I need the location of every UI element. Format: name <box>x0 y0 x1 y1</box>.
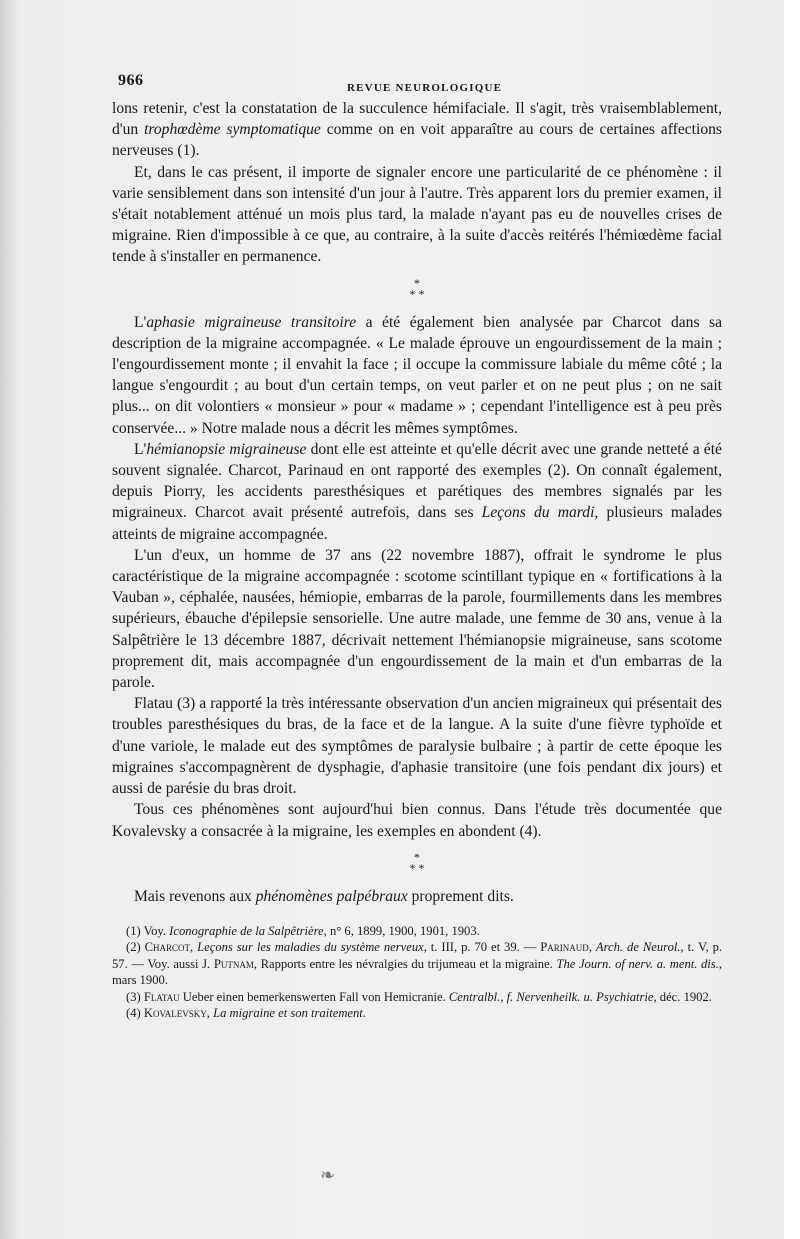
paragraph-hemianopsie: L'hémianopsie migraineuse dont elle est atteinte et qu'elle décrit avec une grande netteté a été souvent signalée. Charcot, Parinaud en ont rapporté des exemples (2). On connaît également, depuis Piorry, les accidents paresthésiques et parétiques des membres signalés par les migraineux. Charcot avait présenté autrefois, dans ses Leçons du mardi, plusieurs malades atteints de migraine accompagnée. <box>112 440 723 543</box>
italic-run: Leçons du mardi <box>481 504 595 522</box>
footnote-2: (2) Charcot, Leçons sur les maladies du système nerveux, t. III, p. 70 et 39. — Parinaud, Arch. de Neurol., t. V, p. 57. — Voy. aussi J. Putnam, Rapports entre les névralgies du trijumeau et la migraine. The Journ. of nerv. a. ment. dis., mars 1900. <box>112 940 723 988</box>
separator-stars-2: * * <box>409 860 425 875</box>
scan-margin <box>784 0 800 1239</box>
paragraph-2: Et, dans le cas présent, il importe de signaler encore une particularité de ce phénomène : il varie sensiblement dans son intensité d'un jour à l'autre. Très apparent lors du premier examen, il s'était notablement atténué un mois plus tard, la malade n'ayant pas eu de nouvelles crises de migraine. Rien d'impossible à ce que, au contraire, à la suite d'accès reitérés l'hémiœdème facial tende à s'installer en permanence. <box>112 163 722 266</box>
italic-run: trophœdème symptomatique <box>144 121 321 139</box>
paragraph-kovalevsky: Tous ces phénomènes sont aujourd'hui bien connus. Dans l'étude très documentée que Kovalevsky a consacrée à la migraine, les exemples en abondent (4). <box>112 801 722 840</box>
italic-run: Centralbl., f. Nervenheilk. u. Psychiatrie <box>448 989 654 1004</box>
small-caps-run: Flatau <box>143 989 180 1004</box>
page <box>112 68 722 1022</box>
journal-title: REVUE NEUROLOGIQUE <box>347 82 503 94</box>
footnote-4: (4) Kovalevsky, La migraine et son traitement. <box>126 1006 366 1021</box>
separator-star-2: * <box>414 849 420 864</box>
separator-stars: * * <box>409 286 425 301</box>
italic-run: aphasie migraineuse transitoire <box>146 313 357 331</box>
page-number: 966 <box>118 72 144 89</box>
paragraph-palpebraux: Mais revenons aux phénomènes palpébraux proprement dits. <box>134 887 514 905</box>
running-header <box>112 68 722 98</box>
body-text <box>112 98 722 907</box>
section-separator <box>112 275 722 301</box>
footnote-3: (3) Flatau Ueber einen bemerkenswerten Fall von Hemicranie. Centralbl., f. Nervenheilk. u. Psychiatrie, déc. 1902. <box>126 989 712 1004</box>
small-caps-run: Kovalevsky <box>143 1006 207 1021</box>
paragraph-aphasie: L'aphasie migraineuse transitoire a été également bien analysée par Charcot dans sa description de la migraine accompagnée. « Le malade éprouve un engourdissement de la main ; l'engourdissement monte ; il envahit la face ; il occupe la commissure labiale du même côté ; la langue s'engourdit ; au bout d'un certain temps, on veut parler et on ne peut plus ; on ne sait plus... on dit volontiers « monsieur » pour « madame » ; cependant l'intelligence est à peu près conservée... » Notre malade nous a décrit les mêmes symptômes. <box>112 313 722 437</box>
paragraph-1: lons retenir, c'est la constatation de la succulence hémifaciale. Il s'agit, très vraisemblablement, d'un trophœdème symptomatique comme on en voit apparaître au cours de certaines affections nerveuses (1). <box>112 100 723 160</box>
italic-run: The Journ. of nerv. a. ment. dis. <box>556 956 719 971</box>
footnotes <box>112 923 722 1022</box>
italic-run: Leçons sur les maladies du système nerveux <box>197 940 424 955</box>
italic-run: La migraine et son traitement <box>213 1006 363 1021</box>
separator-star: * <box>414 275 420 290</box>
small-caps-run: Putnam <box>213 956 254 971</box>
footnote-1: (1) Voy. Iconographie de la Salpêtrière, n° 6, 1899, 1900, 1901, 1903. <box>126 923 480 938</box>
ink-smudge-mark: ❧ <box>320 1165 336 1185</box>
paragraph-flatau: Flatau (3) a rapporté la très intéressante observation d'un ancien migraineux qui présentait des troubles paresthésiques du bras, de la face et de la langue. A la suite d'une fièvre typhoïde et d'une variole, le malade eut des symptômes de paralysie bulbaire ; à partir de cette époque les migraines s'accompagnèrent de dysphagie, d'aphasie transitoire (une fois pendant dix jours) et aussi de parésie du bras droit. <box>112 695 722 798</box>
small-caps-run: Charcot <box>144 940 191 955</box>
italic-run: phénomènes palpébraux <box>255 887 408 905</box>
paragraph-case-reports: L'un d'eux, un homme de 37 ans (22 novembre 1887), offrait le syndrome le plus caractéristique de la migraine accompagnée : scotome scintillant typique en « fortifications à la Vauban », céphalée, nausées, hémiopie, embarras de la parole, fourmillements dans les membres supérieurs, ébauche d'épilepsie sensorielle. Une autre malade, une femme de 30 ans, venue à la Salpêtrière le 13 décembre 1887, décrivait nettement l'hémianopsie migraineuse, sans scotome proprement dit, mais accompagnée d'un engourdissement de la main et d'un embarras de la parole. <box>112 546 722 692</box>
italic-run: hémianopsie migraineuse <box>146 440 307 458</box>
small-caps-run: Parinaud <box>540 940 589 955</box>
section-separator-2 <box>112 849 722 875</box>
italic-run: Arch. de Neurol. <box>595 940 681 955</box>
italic-run: Iconographie de la Salpêtrière <box>169 923 324 938</box>
